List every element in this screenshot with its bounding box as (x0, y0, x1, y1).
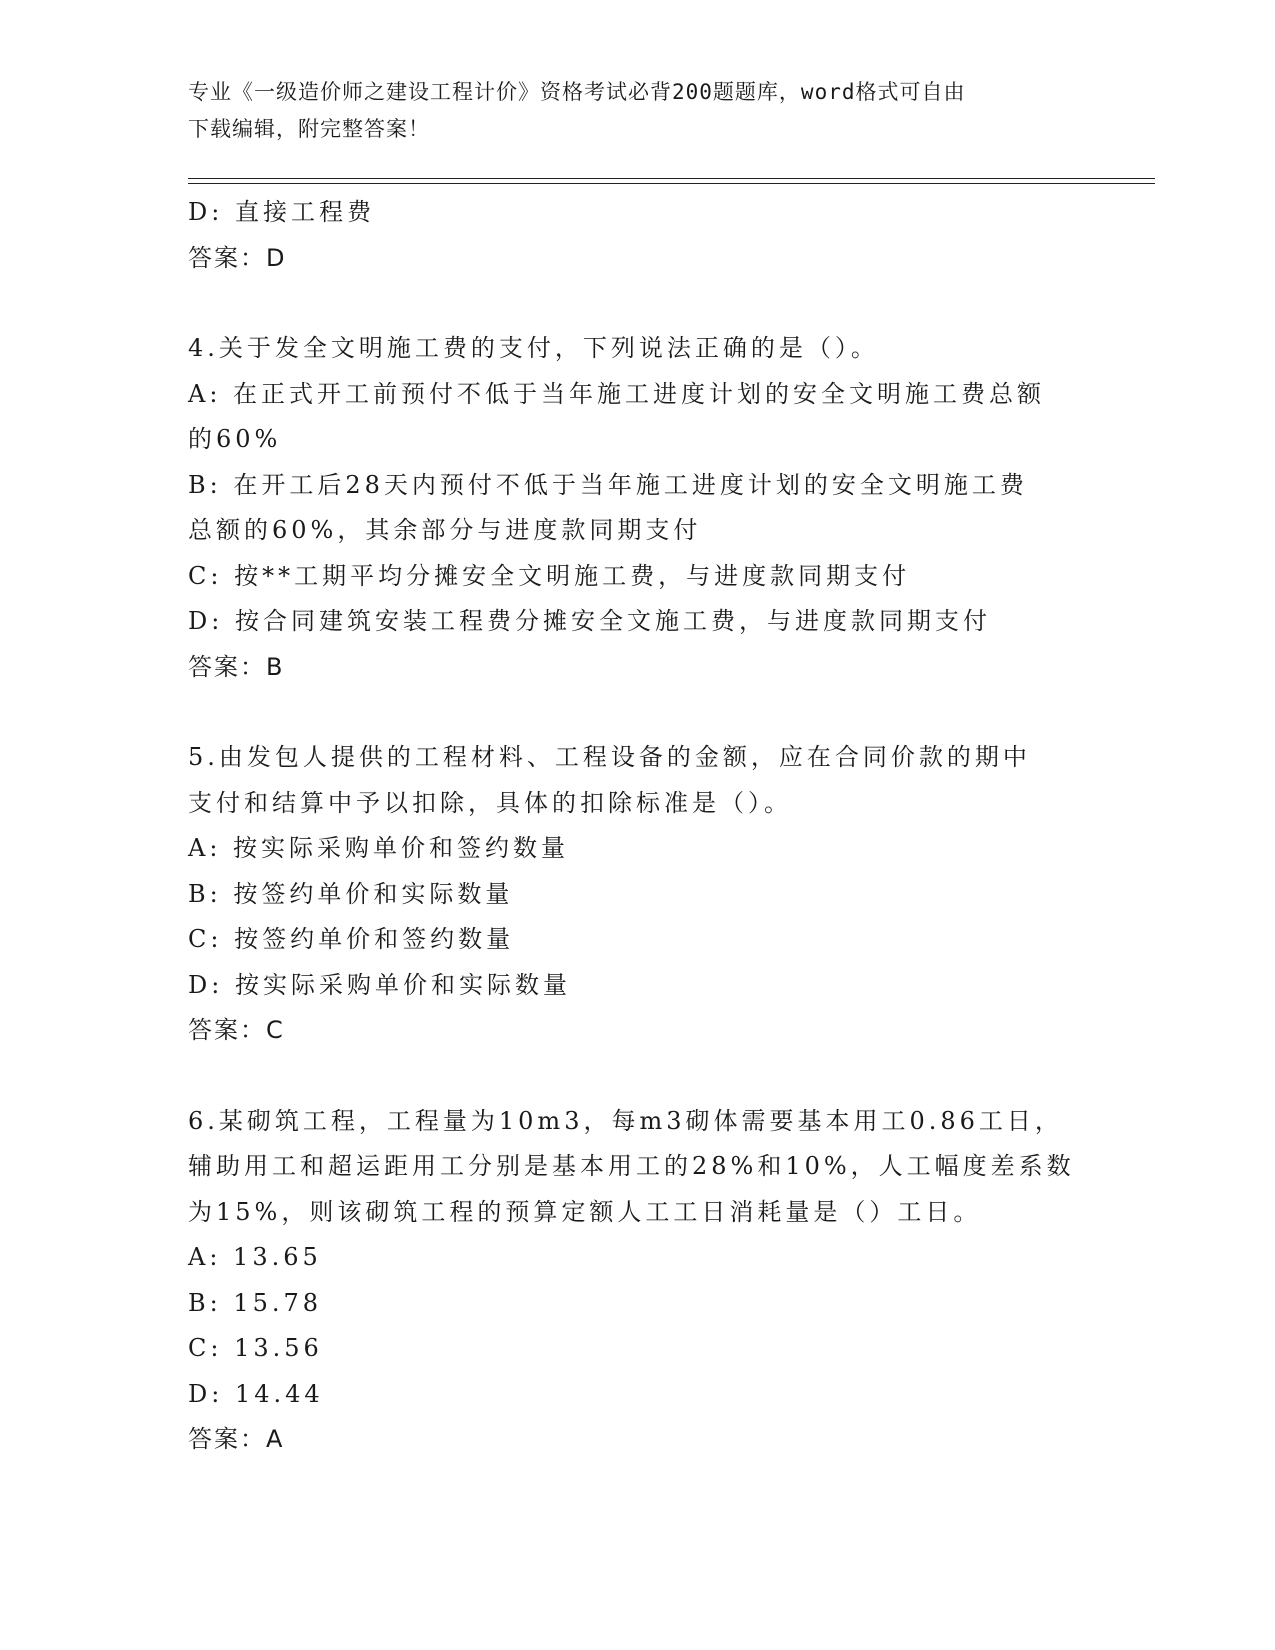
question-stem-continued: 为15%，则该砌筑工程的预算定额人工工日消耗量是（）工日。 (188, 1197, 982, 1226)
question-4 (188, 326, 1088, 690)
option-b: B: 在开工后28天内预付不低于当年施工进度计划的安全文明施工费 (188, 470, 1028, 499)
spacer (188, 690, 1088, 735)
option-c: C: 按**工期平均分摊安全文明施工费，与进度款同期支付 (188, 561, 911, 590)
question-stem: 5.由发包人提供的工程材料、工程设备的金额，应在合同价款的期中 (188, 743, 1031, 771)
header-divider-top (188, 178, 1155, 179)
option-a: A: 在正式开工前预付不低于当年施工进度计划的安全文明施工费总额 (188, 379, 1046, 408)
option-a: A: 按实际采购单价和签约数量 (188, 834, 570, 862)
question-stem-continued: 支付和结算中予以扣除，具体的扣除标准是（）。 (188, 788, 792, 817)
question-5 (188, 735, 1088, 1054)
option-b-continued: 总额的60%，其余部分与进度款同期支付 (188, 516, 702, 544)
document-header (188, 74, 1088, 148)
answer-line: 答案：A (188, 1425, 285, 1453)
spacer (188, 281, 1088, 326)
option-d: D: 按实际采购单价和实际数量 (188, 970, 571, 999)
option-d: D: 14.44 (188, 1379, 324, 1408)
spacer (188, 1054, 1088, 1099)
answer-line: 答案：C (188, 1016, 285, 1044)
question-list (188, 190, 1088, 1463)
answer-line: 答案：D (188, 243, 287, 272)
option-d: D: 按合同建筑安装工程费分摊安全文施工费，与进度款同期支付 (188, 607, 991, 635)
previous-question-tail (188, 190, 1088, 281)
question-6 (188, 1099, 1088, 1463)
question-stem: 6.某砌筑工程，工程量为10m3，每m3砌体需要基本用工0.86工日， (188, 1106, 1063, 1135)
question-stem: 4.关于发全文明施工费的支付，下列说法正确的是（）。 (188, 334, 879, 362)
option-a: A: 13.65 (188, 1243, 322, 1271)
option-c: C: 按签约单价和签约数量 (188, 925, 515, 953)
header-divider-bottom (188, 183, 1155, 184)
option-a-continued: 的60% (188, 425, 282, 453)
question-stem-continued: 辅助用工和超运距用工分别是基本用工的28%和10%，人工幅度差系数 (188, 1152, 1075, 1180)
answer-line: 答案：B (188, 652, 285, 681)
option-c: C: 13.56 (188, 1334, 323, 1362)
option-b: B: 15.78 (188, 1288, 323, 1317)
header-line-2: 下载编辑，附完整答案！ (188, 117, 430, 141)
option-d: D: 直接工程费 (188, 198, 375, 226)
header-line-1: 专业《一级造价师之建设工程计价》资格考试必背200题题库，word格式可自由 (188, 80, 966, 104)
option-b: B: 按签约单价和实际数量 (188, 879, 514, 908)
